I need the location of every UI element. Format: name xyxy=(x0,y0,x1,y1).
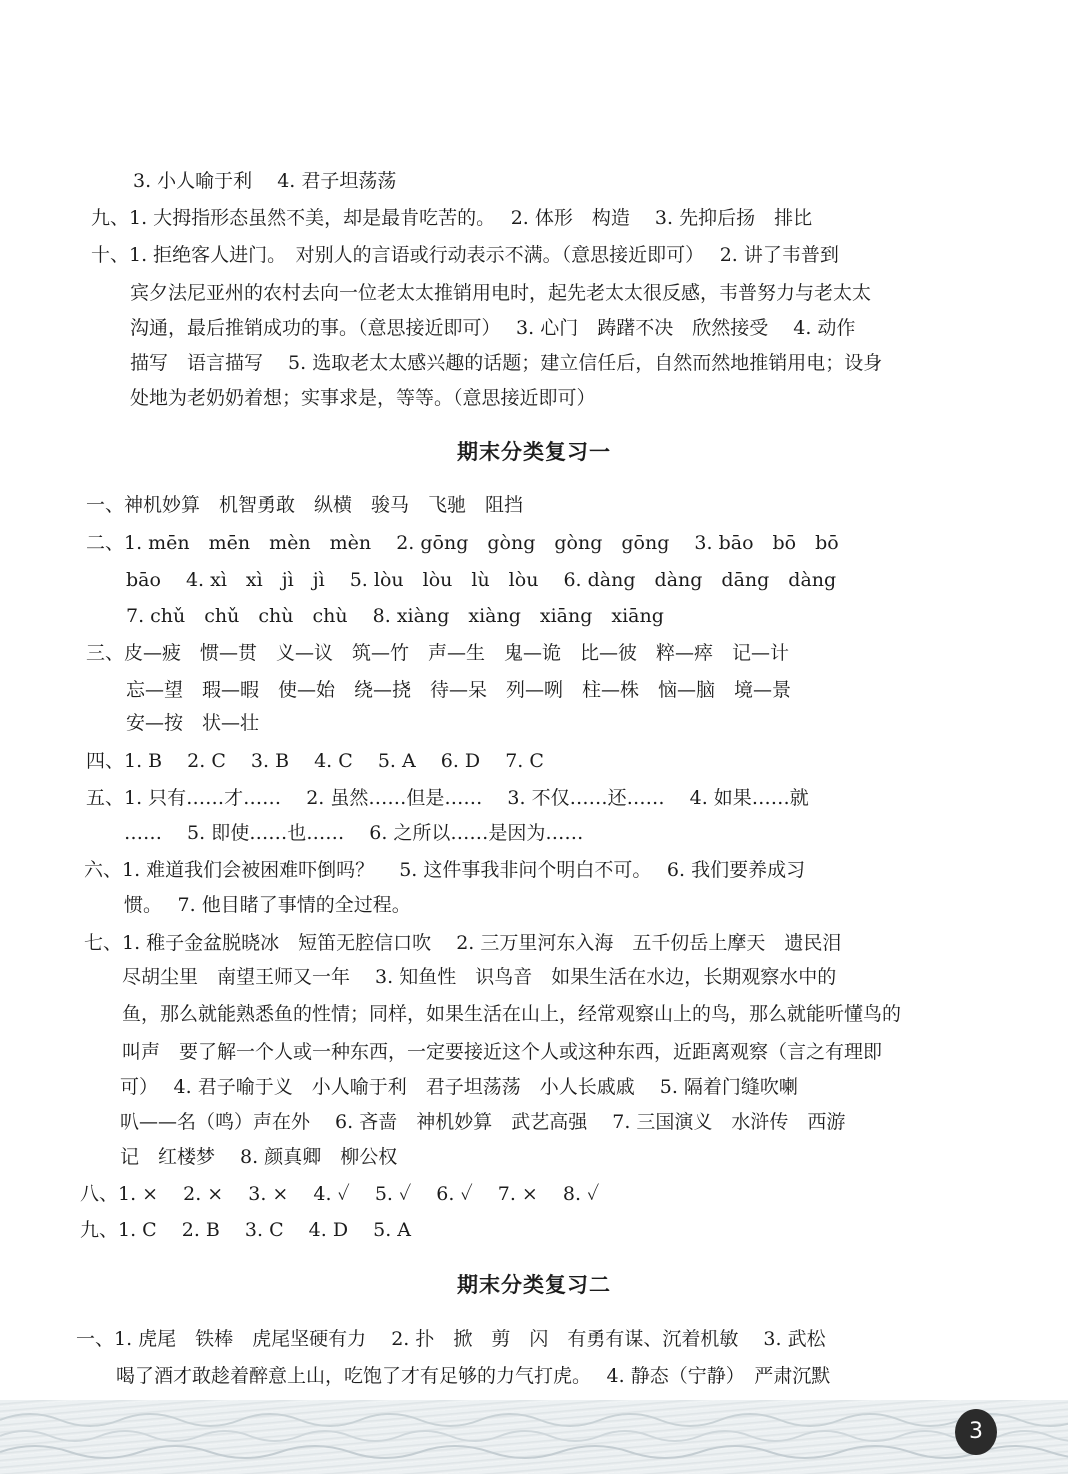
text-line: 沟通，最后推销成功的事。（意思接近即可） 3. 心门 踌躇不决 欣然接受 4. 动作 xyxy=(130,317,856,339)
text-line: 叭——名（鸣）声在外 6. 吝啬 神机妙算 武艺高强 7. 三国演义 水浒传 西游 xyxy=(120,1111,846,1133)
text-line: 尽胡尘里 南望王师又一年 3. 知鱼性 识鸟音 如果生活在水边，长期观察水中的 xyxy=(122,966,837,988)
text-line: 可） 4. 君子喻于义 小人喻于利 君子坦荡荡 小人长戚戚 5. 隔着门缝吹喇 xyxy=(120,1076,798,1098)
text-line: 五、1. 只有……才…… 2. 虽然……但是…… 3. 不仅……还…… 4. 如果……就 xyxy=(86,787,809,809)
text-line: 四、1. B 2. C 3. B 4. C 5. A 6. D 7. C xyxy=(86,750,544,772)
text-line: 九、1. C 2. B 3. C 4. D 5. A xyxy=(80,1219,411,1241)
text-line: 二、1. mēn mēn mèn mèn 2. gōng gòng gòng gōng 3. bāo bō bō xyxy=(86,532,839,554)
text-line: 八、1. × 2. × 3. × 4. ✓ 5. ✓ 6. ✓ 7. × 8. ✓ xyxy=(80,1183,600,1205)
text-line: 忘—望 瑕—暇 使—始 绕—挠 待—呆 列—咧 柱—株 恼—脑 境—景 xyxy=(126,679,792,701)
text-line: 七、1. 稚子金盆脱晓冰 短笛无腔信口吹 2. 三万里河东入海 五千仞岳上摩天 遗民泪 xyxy=(84,932,842,954)
text-line: 7. chǔ chǔ chù chù 8. xiàng xiàng xiāng xiāng xyxy=(126,605,664,627)
text-line: 九、1. 大拇指形态虽然不美，却是最肯吃苦的。 2. 体形 构造 3. 先抑后扬 排比 xyxy=(91,207,813,229)
footer-wave-pattern xyxy=(0,1400,1068,1474)
text-line: 处地为老奶奶着想；实事求是，等等。（意思接近即可） xyxy=(130,387,596,409)
text-line: 记 红楼梦 8. 颜真卿 柳公权 xyxy=(120,1146,398,1168)
text-line: 三、皮—疲 惯—贯 义—议 筑—竹 声—生 鬼—诡 比—彼 粹—瘁 记—计 xyxy=(86,642,790,664)
section-heading-2: 期末分类复习二 xyxy=(457,1273,611,1297)
text-line: 十、1. 拒绝客人进门。 对别人的言语或行动表示不满。（意思接近即可） 2. 讲了韦普到 xyxy=(91,244,839,266)
text-line: 叫声 要了解一个人或一种东西，一定要接近这个人或这种东西，近距离观察（言之有理即 xyxy=(122,1041,883,1063)
page-number-badge: 3 xyxy=(955,1409,997,1455)
text-line: 六、1. 难道我们会被困难吓倒吗？ 5. 这件事我非问个明白不可。 6. 我们要养成习 xyxy=(84,859,806,881)
text-line: 鱼，那么就能熟悉鱼的性情；同样，如果生活在山上，经常观察山上的鸟，那么就能听懂鸟的 xyxy=(122,1003,902,1025)
text-line: 一、1. 虎尾 铁棒 虎尾坚硬有力 2. 扑 掀 剪 闪 有勇有谋、沉着机敏 3. 武松 xyxy=(76,1328,826,1350)
text-line: …… 5. 即使……也…… 6. 之所以……是因为…… xyxy=(124,822,584,844)
section-heading-1: 期末分类复习一 xyxy=(457,440,611,464)
text-line: bāo 4. xì xì jì jì 5. lòu lòu lù lòu 6. dàng dàng dāng dàng xyxy=(126,569,837,591)
text-line: 一、神机妙算 机智勇敢 纵横 骏马 飞驰 阻挡 xyxy=(86,494,524,516)
text-line: 安—按 状—壮 xyxy=(126,712,260,734)
text-line: 喝了酒才敢趁着醉意上山，吃饱了才有足够的力气打虎。 4. 静态（宁静） 严肃沉默 xyxy=(116,1365,831,1387)
text-line: 惯。 7. 他目睹了事情的全过程。 xyxy=(124,894,411,916)
text-line: 宾夕法尼亚州的农村去向一位老太太推销用电时，起先老太太很反感，韦普努力与老太太 xyxy=(130,282,872,304)
text-line: 3. 小人喻于利 4. 君子坦荡荡 xyxy=(133,170,397,192)
text-line: 描写 语言描写 5. 选取老太太感兴趣的话题；建立信任后，自然而然地推销用电；设身 xyxy=(130,352,883,374)
